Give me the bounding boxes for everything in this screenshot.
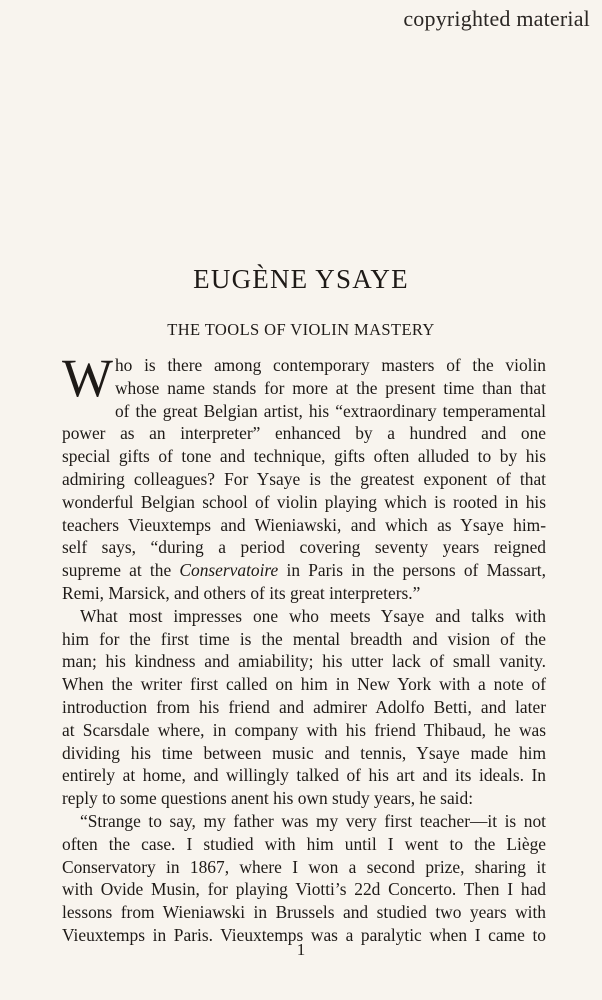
copyright-watermark: copyrighted material [403,6,590,31]
text-line: special gifts of tone and technique, gifts often alluded to by his [62,446,546,467]
text-line: introduction from his friend and admirer Adolfo Betti, and later [62,696,546,717]
paragraph-first-line: What most impresses one who meets Ysaye and talks with [80,605,546,626]
chapter-subtitle: THE TOOLS OF VIOLIN MASTERY [167,320,435,339]
text-line: Conservatory in 1867, where I won a second prize, sharing it [62,856,546,877]
text-line: wonderful Belgian school of violin playing which is rooted in his [62,491,546,512]
text-line: dividing his time between music and tennis, Ysaye made him [62,742,546,763]
text-line: whose name stands for more at the present time than that [114,377,546,398]
text-line: of the great Belgian artist, his “extraordinary temperamental [114,400,546,421]
text-line: him for the first time is the mental breadth and vision of the [62,628,546,649]
body-text [62,348,546,947]
text-line: often the case. I studied with him until I went to the Liège [62,833,546,854]
paragraph-first-line: “Strange to say, my father was my very first teacher—it is not [80,810,546,831]
chapter-title: EUGÈNE YSAYE [193,264,409,294]
italic-term: Conservatoire [179,560,279,581]
text-line: with Ovide Musin, for playing Viotti’s 22d Concerto. Then I had [62,879,546,900]
text-line: teachers Vieuxtemps and Wieniawski, and which as Ysaye him- [62,514,546,535]
text-line: power as an interpreter” enhanced by a hundred and one [62,423,546,444]
text-line: lessons from Wieniawski in Brussels and studied two years with [62,902,546,923]
text-line: admiring colleagues? For Ysaye is the greatest exponent of that [62,468,546,489]
text-line: When the writer first called on him in New York with a note of [62,674,546,695]
text-line: entirely at home, and willingly talked of his art and its ideals. In [62,765,546,786]
text-line: Remi, Marsick, and others of its great interpreters.” [62,582,421,603]
text-line: reply to some questions anent his own study years, he said: [62,788,474,809]
text-line: Vieuxtemps in Paris. Vieuxtemps was a paralytic when I came to [62,924,546,945]
text-line: ho is there among contemporary masters of the violin [114,355,546,375]
text-line-with-italic: supreme at the Conservatoire in Paris in the persons of Massart, [62,560,546,581]
text-line: self says, “during a period covering seventy years reigned [62,537,546,558]
drop-cap: W [62,348,113,408]
text-line: at Scarsdale where, in company with his friend Thibaud, he was [62,719,546,740]
page-number: 1 [296,940,306,959]
text-line: man; his kindness and amiability; his utter lack of small vanity. [62,651,546,672]
